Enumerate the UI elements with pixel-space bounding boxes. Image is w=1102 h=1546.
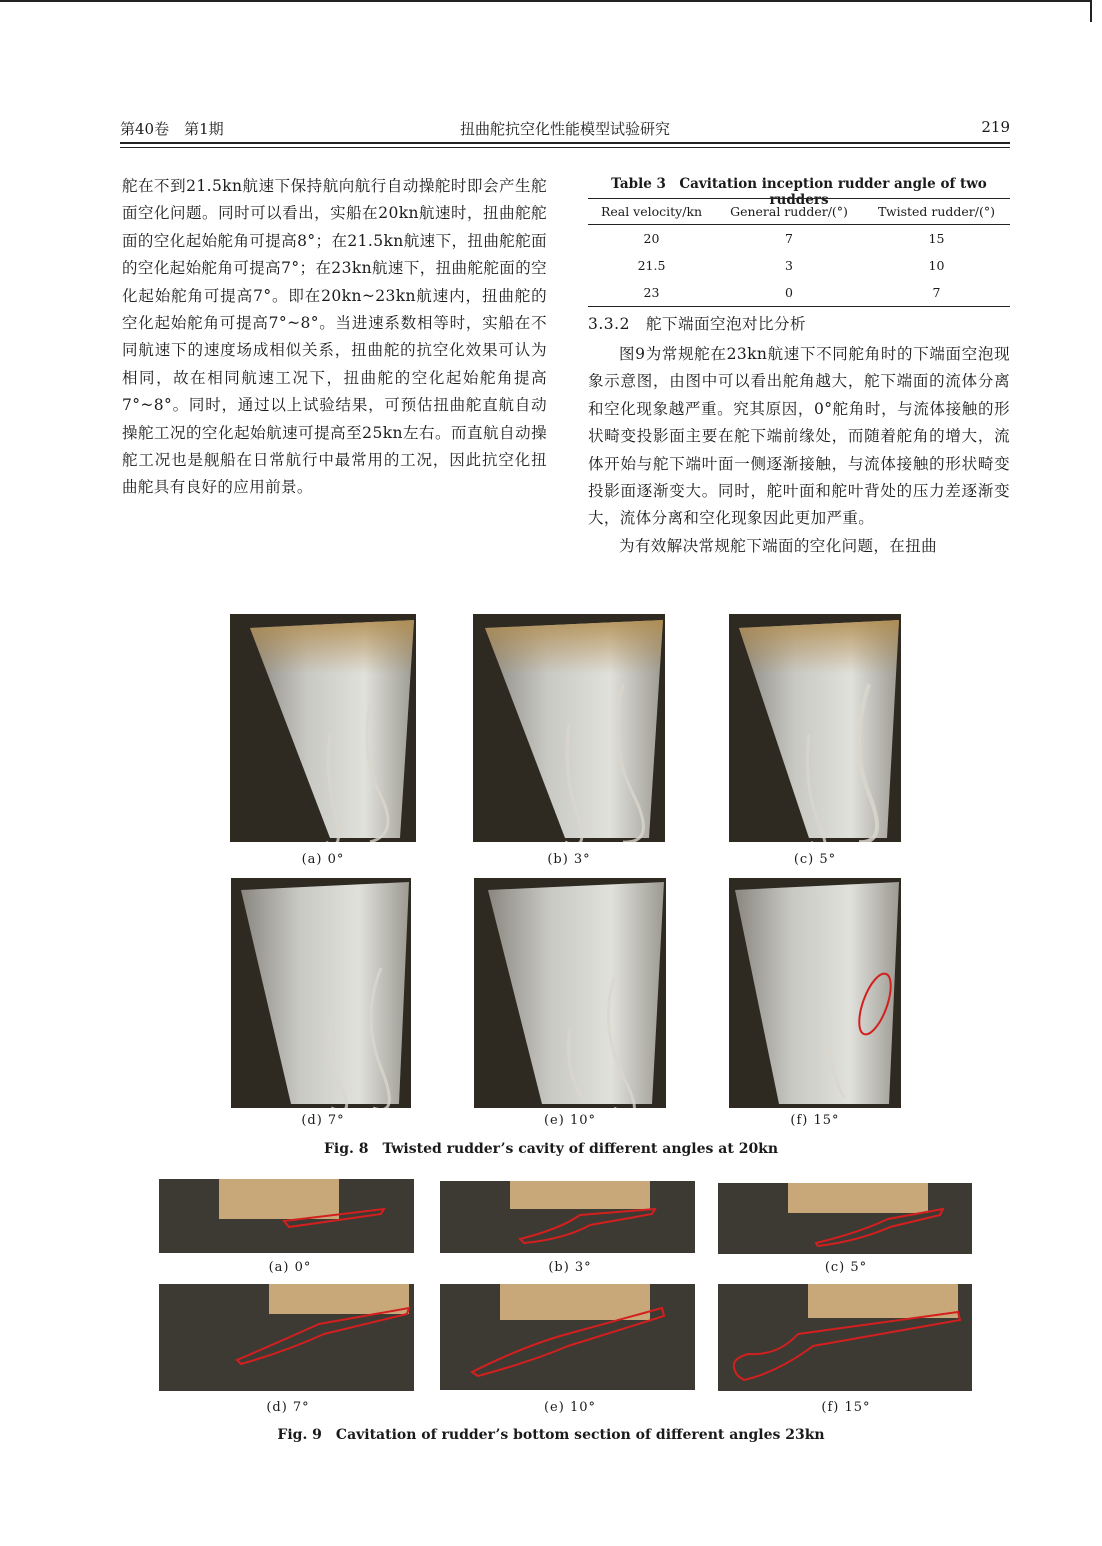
table3-caption: Table 3 Cavitation inception rudder angle of two rudders [611,176,987,208]
table-cell: 0 [715,279,863,307]
table-cell: 3 [785,258,793,273]
fig9-photo-d [159,1284,414,1391]
table-header-row [588,199,1010,225]
fig8-photo-e [474,878,666,1108]
fig8-label-f: (f) 15° [790,1113,840,1128]
fig9-label-c: (c) 5° [824,1260,868,1275]
fig9-caption: Fig. 9 Cavitation of rudder’s bottom section of different angles 23kn [277,1427,825,1443]
fig9-photo-a [159,1179,414,1253]
fig9-photo-c [718,1183,972,1254]
fig8-photo-f [729,878,901,1108]
fig8-caption: Fig. 8 Twisted rudder’s cavity of different angles at 20kn [323,1141,779,1157]
fig8-photo-a [230,614,416,842]
fig8-photo-b [473,614,665,842]
fig9-label-b: (b) 3° [548,1260,592,1275]
table-cell: 15 [928,231,945,246]
fig9-photo-b [440,1181,695,1253]
left-column [122,173,547,502]
fig9-label-d: (d) 7° [266,1400,310,1415]
header-rule [120,142,1010,144]
fig8-photo-d [231,878,411,1108]
left-paragraph: 舵在不到21.5kn航速下保持航向航行自动操舵时即会产生舵面空化问题。同时可以看出，实船在20kn航速时，扭曲舵舵面的空化起始舵角可提高8°；在21.5kn航速下，扭曲舵舵面的空化起始舵角可提高7°；在23kn航速下，扭曲舵舵面的空化起始舵角可提高7°。即在20kn~23kn航速内，扭曲舵的空化起始舵角可提高7°~8°。当进速系数相等时，实船在不同航速下的速度场成相似关系，扭曲舵的抗空化效果可认为相同，故在相同航速工况下，扭曲舵的空化起始舵角提高7°~8°。同时，通过以上试验结果，可预估扭曲舵直航自动操舵工况的空化起始航速可提高至25kn左右。而直航自动操舵工况也是舰船在日常航行中最常用的工况，因此抗空化扭曲舵具有良好的应用前景。 [122,177,547,497]
table-cell: 7 [863,279,1010,307]
fig9-photo-e [440,1284,695,1390]
fig8-label-a: (a) 0° [301,852,345,867]
fig9-photo-f [718,1284,972,1391]
running-title: 扭曲舵抗空化性能模型试验研究 [459,120,670,138]
table-cell: 23 [588,279,715,307]
fig8-photo-c [729,614,901,842]
page-number: 219 [981,118,1010,136]
fig8-label-d: (d) 7° [301,1113,345,1128]
crop-mark-right [1090,0,1092,22]
table-row [588,225,1010,253]
journal-volume: 第40卷 第1期 [120,120,224,138]
fig9-label-e: (e) 10° [543,1400,596,1415]
header-rule-thin [120,147,1010,148]
table-cell: 20 [643,231,660,246]
table-cell: 10 [928,258,945,273]
fig8-label-b: (b) 3° [547,852,591,867]
right-paragraph-2: 为有效解决常规舵下端面的空化问题，在扭曲 [619,536,938,555]
right-column [588,341,1010,560]
right-paragraph-1: 图9为常规舵在23kn航速下不同舵角时的下端面空泡现象示意图，由图中可以看出舵角越大，舵下端面的流体分离和空化现象越严重。究其原因，0°舵角时，与流体接触的形状畸变投影面主要在舵下端前缘处，而随着舵角的增大，流体开始与舵下端叶面一侧逐渐接触，与流体接触的形状畸变投影面逐渐变大。同时，舵叶面和舵叶背处的压力差逐渐变大，流体分离和空化现象因此更加严重。 [588,345,1010,528]
fig8-label-e: (e) 10° [543,1113,596,1128]
table-header-cell: General rudder/(°) [715,199,863,225]
table-cell: 21.5 [637,258,666,273]
fig9-label-f: (f) 15° [821,1400,871,1415]
table-row [588,279,1010,307]
crop-mark-top [0,0,1090,2]
table-header-cell: Twisted rudder/(°) [863,199,1010,225]
running-header [120,118,1010,142]
table3 [588,198,1010,307]
table-row [588,252,1010,279]
section-heading: 3.3.2 舵下端面空泡对比分析 [588,315,806,333]
fig9-label-a: (a) 0° [268,1260,312,1275]
table-header-cell: Real velocity/kn [588,199,715,225]
fig8-label-c: (c) 5° [793,852,837,867]
table-cell: 7 [785,231,793,246]
